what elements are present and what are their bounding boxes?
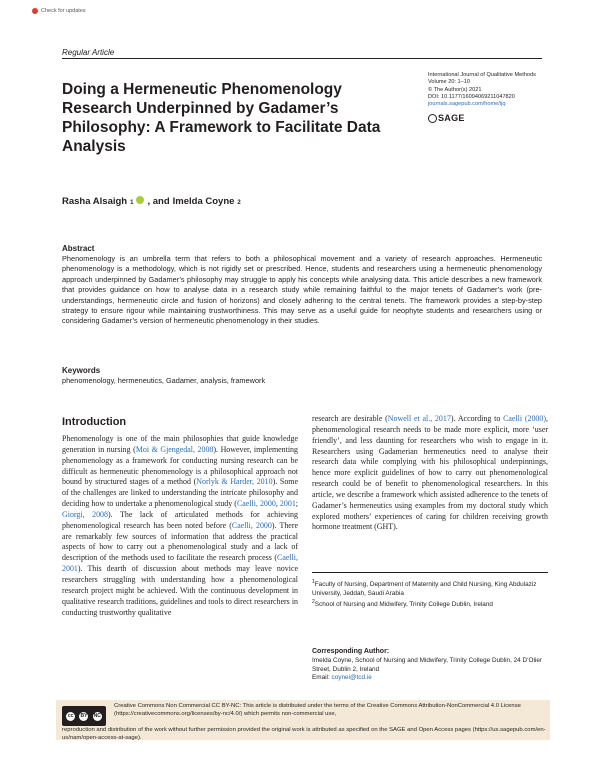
affiliation-item <box>312 598 548 610</box>
article-title: Doing a Hermeneutic Phenomenology Research Underpinned by Gadamer’s Philosophy: A Framework to Facilitate Data Analysis <box>62 81 381 155</box>
check-for-updates-badge[interactable] <box>32 6 104 16</box>
keywords-text: phenomenology, hermeneutics, Gadamer, analysis, framework <box>62 376 266 385</box>
citation-link[interactable]: Norlyk & Harder, 2010 <box>196 477 273 487</box>
citation-link[interactable]: Caelli, 2000 <box>236 499 276 509</box>
orcid-icon[interactable] <box>136 196 144 204</box>
nc-icon: NC <box>93 713 101 719</box>
update-icon <box>32 8 38 14</box>
email-link[interactable]: coynei@tcd.ie <box>331 674 372 681</box>
body-text: Phenomenology is one of the main philosophies that guide knowledge generation in nursing ( <box>62 434 298 454</box>
body-text: , phenomenological research needs to be made more explicit, more ‘user friendly’, and less daunting for researchers who wish to engage in it. Researchers using Gadamerian hermeneutics need to analyse their research data while complying with his philosophical underpinnings, hence more explicit guidelines of how to carry out phenomenological research could be of benefit to phenomenological researchers. In this article, we describe a framework which assisted adherence to the tenets of Gadamer’s hermeneutics using examples from my doctoral study which explored mothers’ experiences of caring for children receiving growth hormone treatment (GHT). <box>312 414 548 532</box>
affiliation-mark: 2 <box>312 599 315 606</box>
corresponding-email-row <box>312 674 548 683</box>
affiliations <box>312 578 548 610</box>
article-type: Regular Article <box>62 48 115 57</box>
license-text: Creative Commons Non Commercial CC BY-NC: This article is distributed under the terms of the Creative Commons Attribution-NonCommercial 4.0 License (https://creativecommons.org/licenses/by-nc/4.0/) which permits non-commercial use, <box>114 703 521 718</box>
journal-name: International Journal of Qualitative Methods <box>428 72 536 78</box>
author-connector: , and <box>147 196 170 207</box>
body-text: ). However, implementing phenomenology as a framework for conducting nursing research can be difficult as hermeneutic phenomenology is a philosophical approach not bound by structured stages of a method ( <box>62 444 298 487</box>
author-list <box>62 196 241 207</box>
body-column-left <box>62 434 298 618</box>
body-text: ; <box>295 499 298 509</box>
by-icon: BY <box>80 713 88 719</box>
sage-ring-icon <box>428 114 437 123</box>
citation-link[interactable]: Caelli, 2000 <box>231 520 272 530</box>
abstract-text: Phenomenology is an umbrella term that refers to both a philosophical movement and a variety of research approaches. Hermeneutic phenomenology is a methodology, which is not rigidly set or prescribed. Hence, students and researchers using a hermeneutic phenomenology approach underpinned by Gadamer’s philosophy may struggle to apply his concepts while analysing data. This article describes a new framework that provides guidance on how to analyse data in a research study while remaining faithful to the major tenets of Gadamer’s work (pre-understandings, hermeneutic circle and fusion of horizons) and closely adhering to the central tenets. The framework provides a step-by-step strategy to ensure rigour while maintaining trustworthiness. This may serve as a useful guide for neophyte students and researchers using or considering Gadamer’s version of hermeneutic phenomenology in their studies. <box>62 254 542 326</box>
badge-label: Check for updates <box>41 8 86 14</box>
body-text: , <box>275 499 280 509</box>
journal-info <box>428 72 558 108</box>
journal-url[interactable]: journals.sagepub.com/home/ijq <box>428 101 506 108</box>
author-affiliation-mark: 1 <box>130 200 134 206</box>
citation-link[interactable]: 2001 <box>279 499 296 509</box>
affiliation-item <box>312 578 548 598</box>
affiliation-text: Faculty of Nursing, Department of Maternity and Child Nursing, King Abdulaziz University, Jeddah, Saudi Arabia <box>312 581 537 597</box>
corresponding-address: Imelda Coyne, School of Nursing and Midwifery, Trinity College Dublin, 24 D’Olier Street, Dublin 2, Ireland <box>312 657 543 673</box>
cc-by-nc-logo <box>62 706 106 726</box>
header-rule <box>62 58 542 59</box>
journal-doi[interactable]: DOI: 10.1177/16094069211047820 <box>428 93 515 100</box>
body-text: ). This dearth of discussion about methods may leave novice researchers struggling with understanding how a phenomenological research project might be achieved. With the continuous development in qualitative research traditions, guidelines and tools to direct researchers in conducting trustworthy qualitative <box>62 564 298 617</box>
corresponding-author-heading: Corresponding Author: <box>312 648 390 655</box>
author-affiliation-mark: 2 <box>237 200 241 206</box>
citation-link[interactable]: Nowell et al., 2017 <box>387 414 451 423</box>
body-column-right <box>312 414 548 533</box>
license-text-continued: reproduction and distribution of the work without further permission provided the original work is attributed as specified on the SAGE and Open Access pages (https://us.sagepub.com/en-us/nam/open-access-at-sage). <box>62 727 546 742</box>
citation-link[interactable]: Giorgi, 2008 <box>62 509 108 519</box>
author-name: Imelda Coyne <box>172 196 235 207</box>
citation-link[interactable]: Caelli (2000) <box>503 414 547 423</box>
author-name: Rasha Alsaigh <box>62 196 128 207</box>
keywords-heading: Keywords <box>62 366 101 375</box>
cc-icon: cc <box>67 713 74 719</box>
email-label: Email: <box>312 674 330 681</box>
affiliation-text: School of Nursing and Midwifery, Trinity College Dublin, Ireland <box>314 601 493 609</box>
citation-link[interactable]: Caelli, 2001 <box>62 553 298 574</box>
abstract-heading: Abstract <box>62 244 95 253</box>
citation-link[interactable]: Moi & Gjengedal, 2008 <box>135 444 214 454</box>
body-text: ). Some of the challenges are linked to understanding the intricate philosophy and deciding how to undertake a phenomenological study ( <box>62 477 298 509</box>
body-text: research are desirable ( <box>312 414 388 423</box>
sage-logo <box>428 113 465 123</box>
body-text: ). There are remarkably few sources of information that address the practical aspects of how to carry out a phenomenological study and a lack of description of the methods used to facilitate the research process ( <box>62 520 298 563</box>
body-text: ). The lack of articulated methods for achieving phenomenological research has been noted before ( <box>62 509 298 530</box>
sage-logo-text: SAGE <box>438 113 465 123</box>
introduction-heading: Introduction <box>62 416 127 428</box>
affiliation-mark: 1 <box>312 579 315 585</box>
journal-volume: Volume 20: 1–10 <box>428 79 470 86</box>
journal-copyright: © The Author(s) 2021 <box>428 86 482 93</box>
body-text: ). According to <box>450 414 504 423</box>
affiliation-divider <box>312 572 548 573</box>
corresponding-author <box>312 657 548 683</box>
